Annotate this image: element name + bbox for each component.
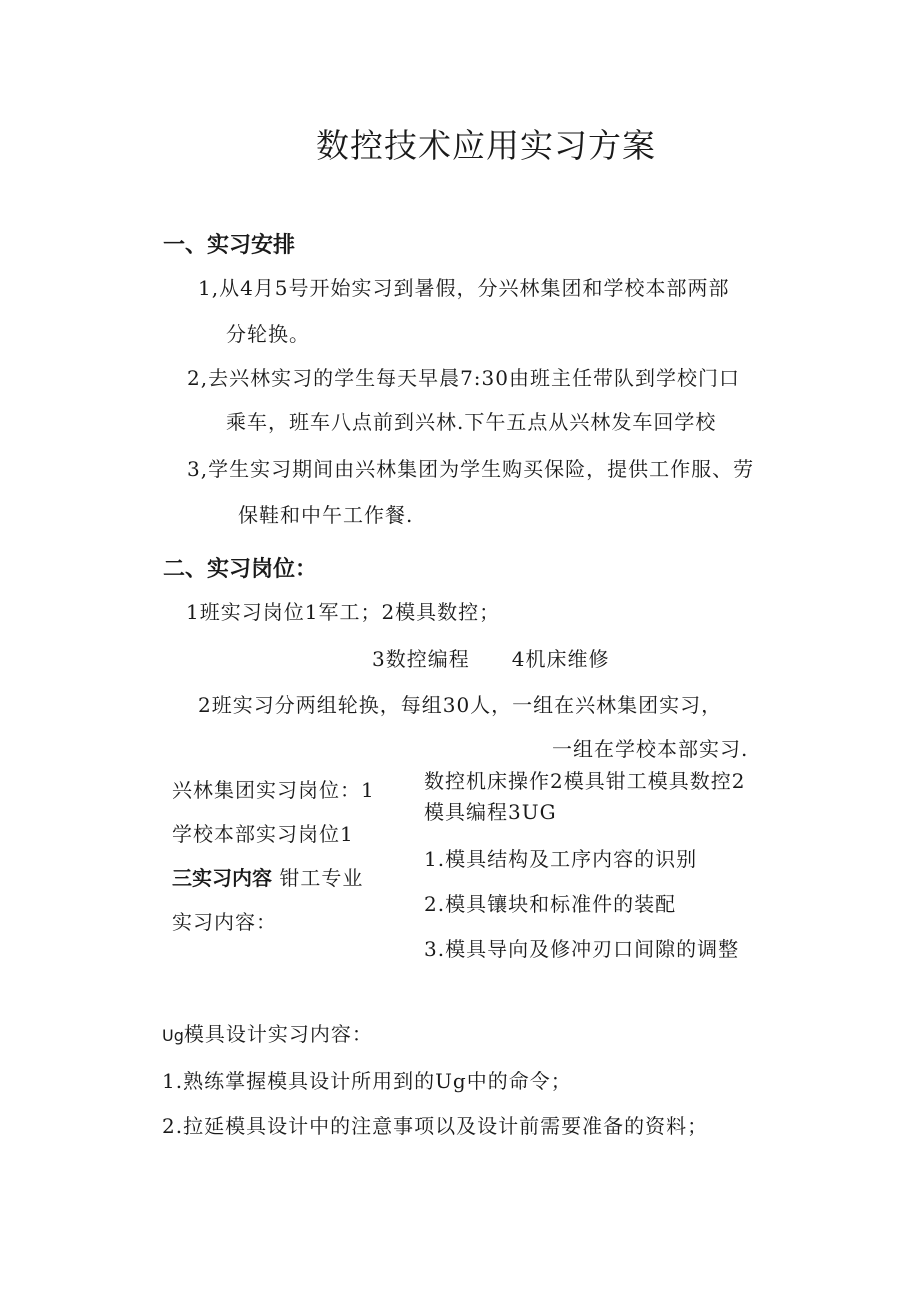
left-col-line2: 学校本部实习岗位1 (172, 822, 354, 846)
right-col-item1: 1.模具结构及工序内容的识别 (424, 847, 698, 871)
left-col-line1: 兴林集团实习岗位：1 (172, 778, 375, 802)
right-col-line1: 数控机床操作2模具钳工模具数控2 (424, 769, 746, 793)
ug-heading-prefix: Ug (162, 1026, 184, 1045)
left-col-line4: 实习内容： (172, 910, 277, 934)
class1-line1: 1班实习岗位1军工；2模具数控； (186, 600, 501, 624)
ug-item2: 2.拉延模具设计中的注意事项以及设计前需要准备的资料； (162, 1114, 709, 1138)
class1-line2: 3数控编程 4机床维修 (372, 647, 610, 671)
class2-line1: 2班实习分两组轮换，每组30人，一组在兴林集团实习， (198, 693, 723, 717)
section1-item3-line2: 保鞋和中午工作餐. (238, 503, 414, 527)
right-col-item3: 3.模具导向及修冲刃口间隙的调整 (424, 937, 740, 961)
ug-heading (162, 1018, 373, 1047)
section1-heading: 一、实习安排 (163, 233, 296, 258)
ug-heading-rest: 模具设计实习内容： (183, 1022, 373, 1046)
document-title: 数控技术应用实习方案 (316, 126, 656, 165)
right-col-line2: 模具编程3UG (424, 800, 557, 824)
section1-item1-line1: 1,从4月5号开始实习到暑假，分兴林集团和学校本部两部 (198, 276, 730, 300)
right-col-item2: 2.模具镶块和标准件的装配 (424, 892, 677, 916)
section2-heading: 二、实习岗位： (163, 557, 318, 582)
section1-item1-line2: 分轮换。 (226, 322, 310, 346)
section1-item2-line1: 2,去兴林实习的学生每天早晨7:30由班主任带队到学校门口 (187, 366, 740, 390)
section3-heading: 三实习内容 (172, 866, 272, 890)
section1-item3-line1: 3,学生实习期间由兴林集团为学生购买保险，提供工作服、劳 (187, 457, 755, 481)
left-col-line3 (172, 862, 363, 891)
section3-heading-rest: 钳工专业 (279, 866, 364, 890)
section1-item2-line2: 乘车，班车八点前到兴林.下午五点从兴林发车回学校 (226, 410, 717, 434)
ug-item1: 1.熟练掌握模具设计所用到的Ug中的命令； (162, 1069, 572, 1093)
class2-line2: 一组在学校本部实习. (552, 737, 749, 761)
